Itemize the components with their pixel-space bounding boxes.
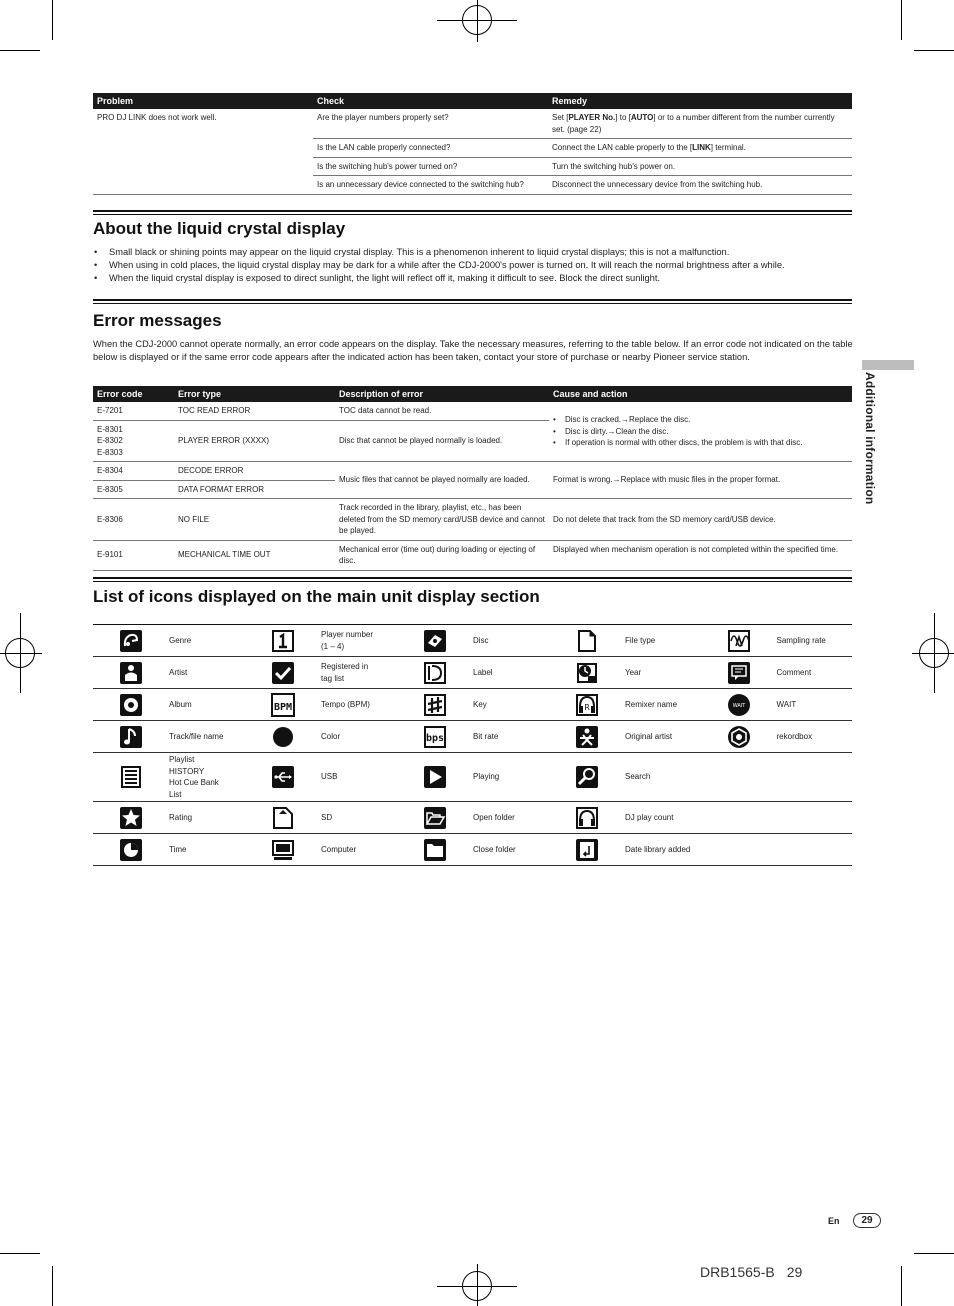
icon-wrap (93, 806, 169, 830)
error-code: E-8306 (93, 499, 174, 541)
table-row (93, 753, 852, 802)
crop-mark (0, 50, 40, 51)
icon-wrap (93, 725, 169, 749)
error-cause (549, 402, 852, 462)
rating-star-icon (119, 806, 143, 830)
list-item: • Disc is dirty.→Clean the disc. (553, 426, 848, 438)
table-row (93, 625, 852, 657)
error-type: DECODE ERROR (174, 462, 335, 481)
icon-cell (245, 629, 397, 653)
remedy-text: Set [ (552, 113, 569, 122)
list-item: • When the liquid crystal display is exposed to direct sunlight, the light will reflect off it, making it difficult to see. Block the direct sunlight. (93, 272, 863, 285)
icon-cell (397, 693, 549, 717)
table-row (93, 689, 852, 721)
color-icon (271, 725, 295, 749)
remedy-button-name: PLAYER No. (568, 113, 616, 122)
error-code-table (93, 386, 852, 571)
remedy-button-name: LINK (692, 143, 711, 152)
table-row (93, 499, 852, 541)
side-tab-marker (862, 360, 914, 370)
icon-label: Key (473, 699, 487, 709)
time-icon (119, 838, 143, 862)
crop-mark (477, 1264, 478, 1306)
dj-play-count-icon (575, 806, 599, 830)
icon-label: Color (321, 731, 341, 741)
icon-label: Year (625, 667, 642, 677)
icon-label: Close folder (473, 844, 516, 854)
icon-label: Original artist (625, 731, 673, 741)
usb-icon (271, 765, 295, 789)
icon-label: Registered in tag list (321, 662, 369, 683)
icon-wrap (397, 765, 473, 789)
icon-cell (701, 629, 852, 653)
remedy-cell (548, 176, 852, 195)
remedy-text: Turn the switching hub's power on. (552, 161, 676, 171)
column-header-remedy: Remedy (548, 93, 852, 109)
column-header-error-type: Error type (174, 386, 335, 402)
icon-wrap (549, 725, 625, 749)
icon-label: WAIT (776, 699, 797, 709)
section-title-icons: List of icons displayed on the main unit display section (93, 587, 540, 606)
icon-cell (93, 725, 245, 749)
icon-label: Open folder (473, 812, 515, 822)
error-intro-paragraph: When the CDJ-2000 cannot operate normally, an error code appears on the display. Take the necessary measures, referring to the table below. If an error code not indicated on the table below is displayed or if the same error code appears after the indicated action has been taken, contact your store of purchase or nearby Pioneer service station. (93, 339, 853, 362)
computer-icon (271, 838, 295, 862)
label-icon (423, 661, 447, 685)
rekordbox-icon (727, 725, 751, 749)
icon-label: Artist (169, 667, 188, 677)
crop-mark (914, 50, 954, 51)
crop-mark (20, 613, 21, 693)
icon-wrap (701, 629, 777, 653)
error-type: TOC READ ERROR (174, 402, 335, 420)
icon-wrap (397, 629, 473, 653)
icon-wrap (245, 806, 321, 830)
icon-cell (397, 765, 549, 789)
icon-cell (93, 838, 245, 862)
icon-wrap (245, 661, 321, 685)
remedy-text: ] to [ (615, 113, 631, 122)
table-row (93, 540, 852, 570)
svg-text:BPM: BPM (273, 701, 293, 713)
icon-wrap (93, 765, 169, 789)
crop-mark (52, 0, 53, 40)
icon-label: Sampling rate (776, 635, 826, 645)
error-description: Music files that cannot be played normally are loaded. (335, 462, 549, 499)
icon-label: Disc (473, 635, 489, 645)
check-cell: Is an unnecessary device connected to the switching hub? (313, 176, 548, 195)
icon-label: Date library added (625, 844, 691, 854)
icon-cell (549, 693, 701, 717)
player-number-icon (271, 629, 295, 653)
remedy-cell (548, 139, 852, 158)
icon-label: Bit rate (473, 731, 499, 741)
crop-mark (477, 0, 478, 42)
troubleshooting-table (93, 93, 852, 195)
icon-wrap (549, 765, 625, 789)
icon-label: Playlist HISTORY Hot Cue Bank List (169, 755, 219, 799)
icon-cell (549, 725, 701, 749)
table-row (93, 721, 852, 753)
icon-wrap (397, 693, 473, 717)
icon-cell (93, 661, 245, 685)
icon-cell (397, 629, 549, 653)
icon-wrap (93, 629, 169, 653)
playlist-icon (119, 765, 143, 789)
crop-mark (912, 653, 954, 654)
icon-cell (93, 754, 245, 800)
icon-wrap (397, 661, 473, 685)
icon-cell (93, 806, 245, 830)
icon-wrap (397, 838, 473, 862)
section-title-errors: Error messages (93, 311, 222, 330)
icon-label: Genre (169, 635, 192, 645)
page-number-badge: 29 (853, 1213, 881, 1228)
icon-wrap (93, 838, 169, 862)
icon-wrap (549, 661, 625, 685)
crop-mark (934, 613, 935, 693)
doc-code: DRB1565-B (700, 1264, 775, 1280)
sd-card-icon (271, 806, 295, 830)
remedy-button-name: AUTO (630, 113, 654, 122)
icon-cell (245, 838, 397, 862)
icon-wrap (397, 806, 473, 830)
icon-wrap (397, 725, 473, 749)
svg-text:R: R (584, 702, 590, 712)
icon-wrap (701, 693, 777, 717)
error-type: DATA FORMAT ERROR (174, 480, 335, 499)
icon-label: SD (321, 812, 333, 822)
column-header-description: Description of error (335, 386, 549, 402)
icon-cell (245, 693, 397, 717)
crop-mark (901, 1266, 902, 1306)
doc-page: 29 (786, 1264, 803, 1280)
key-icon (423, 693, 447, 717)
section-divider (93, 577, 852, 582)
error-code: E-8305 (93, 480, 174, 499)
remedy-cell (548, 109, 852, 139)
original-artist-icon (575, 725, 599, 749)
error-type: NO FILE (174, 499, 335, 541)
icon-label: Remixer name (625, 699, 678, 709)
error-code: E-9101 (93, 540, 174, 570)
table-row (93, 834, 852, 866)
icon-wrap (245, 765, 321, 789)
album-icon (119, 693, 143, 717)
svg-text:bps: bps (425, 732, 445, 744)
disc-icon (423, 629, 447, 653)
error-description: Mechanical error (time out) during loading or ejecting of disc. (335, 540, 549, 570)
icon-wrap (549, 806, 625, 830)
remedy-text: Connect the LAN cable properly to the [ (552, 143, 693, 152)
icon-cell (549, 629, 701, 653)
error-description: Disc that cannot be played normally is loaded. (335, 420, 549, 462)
column-header-check: Check (313, 93, 548, 109)
list-item: • If operation is normal with other discs, the problem is with that disc. (553, 437, 848, 449)
error-description: TOC data cannot be read. (335, 402, 549, 420)
remixer-icon (575, 693, 599, 717)
section-title-lcd: About the liquid crystal display (93, 219, 346, 238)
language-label: En (828, 1216, 840, 1226)
icon-label: rekordbox (776, 731, 813, 741)
genre-icon (119, 629, 143, 653)
icon-wrap (549, 629, 625, 653)
icon-cell (549, 765, 701, 789)
error-code: E-8301 E-8302 E-8303 (93, 420, 174, 462)
icon-cell (93, 693, 245, 717)
wait-icon (727, 693, 751, 717)
tag-list-check-icon (271, 661, 295, 685)
track-note-icon (119, 725, 143, 749)
icon-label: USB (321, 772, 338, 782)
error-cause: Format is wrong.→Replace with music files in the proper format. (549, 462, 852, 499)
icon-label: Track/file name (169, 731, 224, 741)
icon-cell (93, 629, 245, 653)
search-icon (575, 765, 599, 789)
crop-mark (0, 1253, 40, 1254)
column-header-error-code: Error code (93, 386, 174, 402)
icon-wrap (93, 661, 169, 685)
icon-wrap (245, 838, 321, 862)
icon-wrap (245, 725, 321, 749)
sampling-rate-icon (727, 629, 751, 653)
list-item: • When using in cold places, the liquid crystal display may be dark for a while after the CDJ-2000's power is turned on. It will reach the normal brightness after a while. (93, 259, 863, 272)
error-type: MECHANICAL TIME OUT (174, 540, 335, 570)
icon-label: Comment (776, 667, 812, 677)
icon-wrap (549, 693, 625, 717)
table-row (93, 402, 852, 420)
icon-label: Rating (169, 812, 193, 822)
open-folder-icon (423, 806, 447, 830)
icon-cell (701, 693, 852, 717)
check-cell: Is the switching hub's power turned on? (313, 157, 548, 176)
icon-label: Album (169, 699, 192, 709)
lcd-bullet-list (93, 246, 863, 285)
icon-label: Time (169, 844, 187, 854)
artist-icon (119, 661, 143, 685)
problem-cell: PRO DJ LINK does not work well. (93, 109, 313, 194)
icon-cell (397, 661, 549, 685)
icon-cell (245, 765, 397, 789)
icon-wrap (245, 693, 321, 717)
icon-wrap (245, 629, 321, 653)
svg-text:WAIT: WAIT (732, 702, 746, 709)
list-item: • Disc is cracked.→Replace the disc. (553, 414, 848, 426)
icon-cell (701, 661, 852, 685)
side-tab-label: Additional information (863, 372, 877, 505)
icon-cell (549, 806, 701, 830)
table-row (93, 657, 852, 689)
icon-cell (549, 838, 701, 862)
year-icon (575, 661, 599, 685)
comment-icon (727, 661, 751, 685)
icon-cell (245, 661, 397, 685)
crop-mark (901, 0, 902, 40)
icon-cell (397, 725, 549, 749)
icon-wrap (93, 693, 169, 717)
column-header-cause: Cause and action (549, 386, 852, 402)
table-row (93, 802, 852, 834)
icon-list-table (93, 624, 852, 866)
section-divider (93, 299, 852, 304)
section-divider (93, 210, 852, 215)
error-cause: Displayed when mechanism operation is not completed within the specified time. (549, 540, 852, 570)
icon-label: Player number (1 – 4) (321, 630, 374, 651)
bitrate-icon (423, 725, 447, 749)
file-type-icon (575, 629, 599, 653)
crop-mark (0, 653, 42, 654)
check-cell: Is the LAN cable properly connected? (313, 139, 548, 158)
icon-label: Computer (321, 844, 357, 854)
crop-mark (914, 1253, 954, 1254)
date-added-icon (575, 838, 599, 862)
error-cause: Do not delete that track from the SD memory card/USB device. (549, 499, 852, 541)
icon-wrap (701, 661, 777, 685)
icon-cell (397, 838, 549, 862)
column-header-problem: Problem (93, 93, 313, 109)
crop-mark (52, 1266, 53, 1306)
error-description: Track recorded in the library, playlist, etc., has been deleted from the SD memory card/USB device and cannot be played. (335, 499, 549, 541)
error-type: PLAYER ERROR (XXXX) (174, 420, 335, 462)
icon-label: DJ play count (625, 812, 674, 822)
icon-label: Playing (473, 772, 500, 782)
icon-wrap (701, 725, 777, 749)
icon-label: Label (473, 667, 493, 677)
playing-icon (423, 765, 447, 789)
remedy-text: ] or to a number different from the number currently set. (page 22) (552, 113, 835, 134)
icon-cell (245, 806, 397, 830)
close-folder-icon (423, 838, 447, 862)
remedy-text: ] terminal. (710, 143, 746, 152)
error-code: E-7201 (93, 402, 174, 420)
table-row (93, 109, 852, 139)
icon-label: Tempo (BPM) (321, 699, 370, 709)
icon-cell (397, 806, 549, 830)
icon-cell (701, 725, 852, 749)
remedy-cell (548, 157, 852, 176)
bpm-icon (271, 693, 295, 717)
table-row (93, 462, 852, 481)
icon-wrap (549, 838, 625, 862)
document-code (700, 1264, 802, 1280)
icon-cell (549, 661, 701, 685)
error-code: E-8304 (93, 462, 174, 481)
icon-cell (245, 725, 397, 749)
icon-label: File type (625, 635, 656, 645)
list-item: • Small black or shining points may appear on the liquid crystal display. This is a phenomenon inherent to liquid crystal displays; this is not a malfunction. (93, 246, 863, 259)
check-cell: Are the player numbers properly set? (313, 109, 548, 139)
remedy-text: Disconnect the unnecessary device from the switching hub. (552, 180, 763, 189)
icon-label: Search (625, 772, 651, 782)
